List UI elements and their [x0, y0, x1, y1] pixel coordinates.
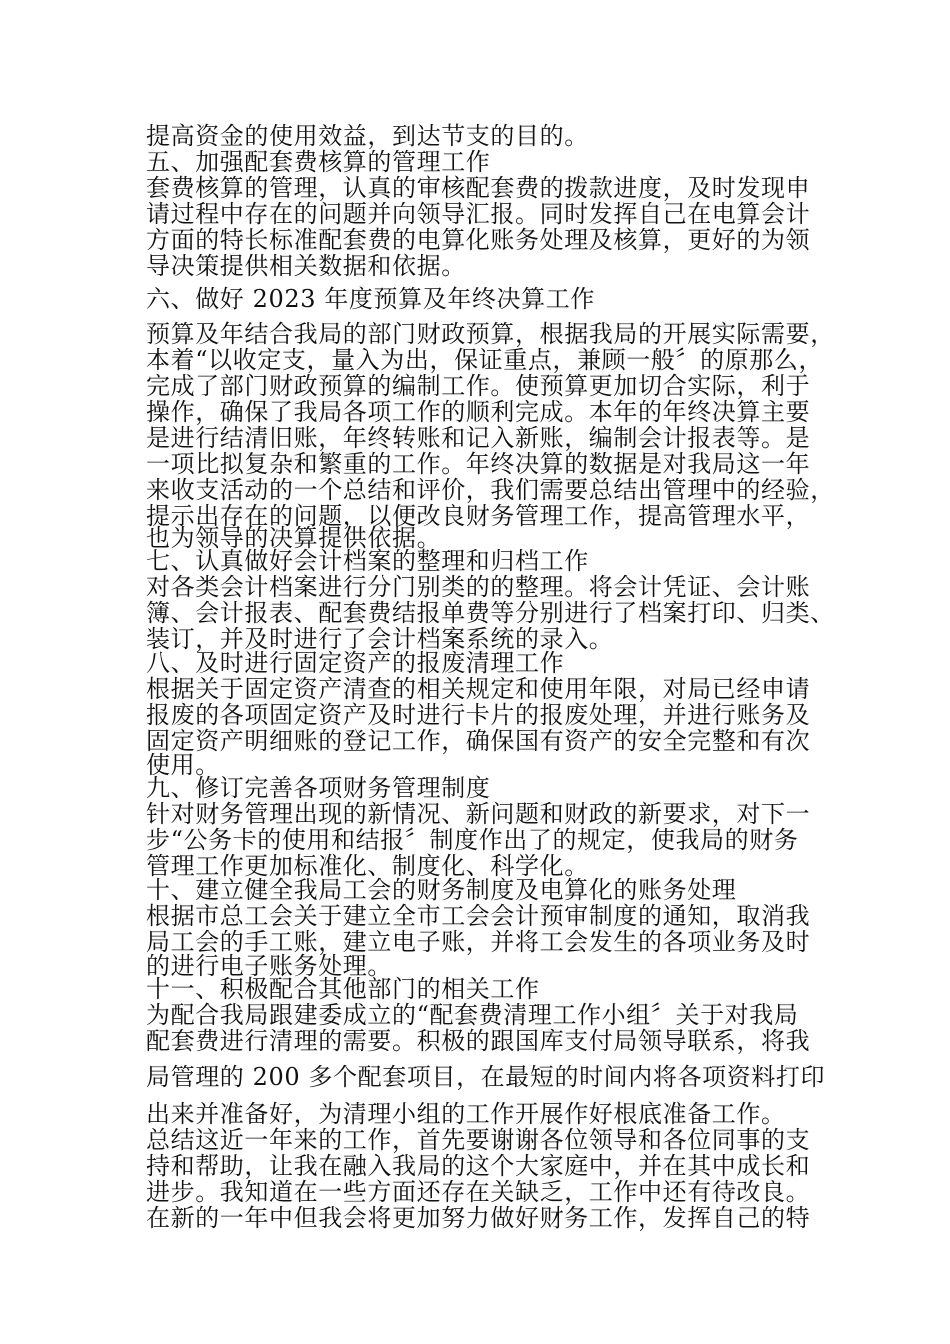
text-line: 来收支活动的一个总结和评价，我们需要总结出管理中的经验，	[146, 476, 835, 504]
text-line: 是进行结清旧账，年终转账和记入新账，编制会计报表等。是	[146, 424, 811, 452]
section-heading-10: 十、建立健全我局工会的财务制度及电算化的账务处理	[146, 876, 737, 904]
section-heading-8: 八、及时进行固定资产的报废清理工作	[146, 649, 565, 677]
text-line: 管理工作更加标准化、制度化、科学化。	[146, 852, 589, 880]
text-line: 持和帮助，让我在融入我局的这个大家庭中，并在其中成长和	[146, 1152, 811, 1180]
text-line: 配套费进行清理的需要。积极的跟国库支付局领导联系，将我	[146, 1027, 811, 1055]
text-line: 套费核算的管理，认真的审核配套费的拨款进度，及时发现申	[146, 174, 811, 202]
text-line: 根据关于固定资产清查的相关规定和使用年限，对局已经申请	[146, 675, 811, 703]
text-line: 簿、会计报表、配套费结报单费等分别进行了档案打印、归类、	[146, 599, 835, 627]
text-line: 方面的特长标准配套费的电算化账务处理及核算，更好的为领	[146, 226, 811, 254]
text-line: 出来并准备好，为清理小组的工作开展作好根底准备工作。	[146, 1100, 786, 1128]
text-line: 步“公务卡的使用和结报〞制度作出了的规定，使我局的财务	[146, 826, 799, 854]
text-line: 本着“以收定支，量入为出，保证重点，兼顾一般〞的原那么，	[146, 346, 824, 374]
text-line: 一项比拟复杂和繁重的工作。年终决算的数据是对我局这一年	[146, 450, 811, 478]
text-line: 对各类会计档案进行分门别类的的整理。将会计凭证、会计账	[146, 573, 811, 601]
text-line: 总结这近一年来的工作，首先要谢谢各位领导和各位同事的支	[146, 1126, 811, 1154]
section-heading-9: 九、修订完善各项财务管理制度	[146, 774, 491, 802]
text-line: 局管理的 200 多个配套项目，在最短的时间内将各项资料打印	[146, 1063, 826, 1091]
text-line: 的进行电子账务处理。	[146, 952, 392, 980]
text-line: 报废的各项固定资产及时进行卡片的报废处理，并进行账务及	[146, 701, 811, 729]
section-heading-11: 十一、积极配合其他部门的相关工作	[146, 975, 540, 1003]
section-heading-6: 六、做好 2023 年度预算及年终决算工作	[146, 285, 595, 313]
section-heading-5: 五、加强配套费核算的管理工作	[146, 148, 491, 176]
text-line: 局工会的手工账，建立电子账，并将工会发生的各项业务及时	[146, 928, 811, 956]
text-line: 请过程中存在的问题并向领导汇报。同时发挥自己在电算会计	[146, 200, 811, 228]
text-line: 提高资金的使用效益，到达节支的目的。	[146, 122, 589, 150]
text-line: 装订，并及时进行了会计档案系统的录入。	[146, 625, 614, 653]
text-line: 根据市总工会关于建立全市工会会计预审制度的通知，取消我	[146, 902, 811, 930]
section-heading-7: 七、认真做好会计档案的整理和归档工作	[146, 547, 589, 575]
text-line: 固定资产明细账的登记工作，确保国有资产的安全完整和有次	[146, 727, 811, 755]
text-line: 操作，确保了我局各项工作的顺利完成。本年的年终决算主要	[146, 398, 811, 426]
text-line: 使用。	[146, 751, 220, 779]
text-line: 针对财务管理出现的新情况、新问题和财政的新要求，对下一	[146, 800, 811, 828]
text-line: 完成了部门财政预算的编制工作。使预算更加切合实际，利于	[146, 372, 811, 400]
text-line: 提示出存在的问题，以便改良财务管理工作，提高管理水平，	[146, 502, 811, 530]
text-line: 导决策提供相关数据和依据。	[146, 252, 466, 280]
text-line: 为配合我局跟建委成立的“配套费清理工作小组〞关于对我局	[146, 1001, 799, 1029]
text-line: 也为领导的决算提供依据。	[146, 524, 442, 552]
text-line: 预算及年结合我局的部门财政预算，根据我局的开展实际需要，	[146, 320, 835, 348]
text-line: 进步。我知道在一些方面还存在关缺乏，工作中还有待改良。	[146, 1178, 811, 1206]
text-line: 在新的一年中但我会将更加努力做好财务工作，发挥自己的特	[146, 1204, 811, 1232]
